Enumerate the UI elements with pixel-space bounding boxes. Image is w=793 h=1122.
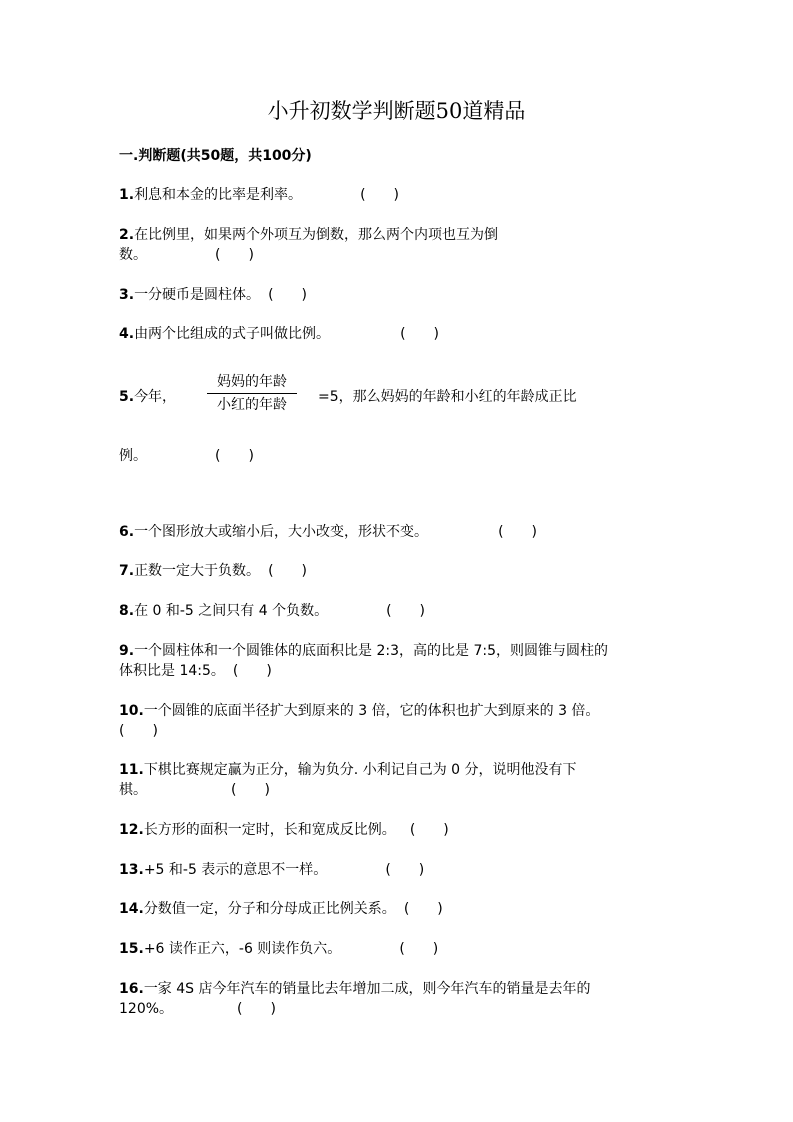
question-13	[119, 860, 424, 880]
question-2-cont	[119, 245, 254, 265]
answer-blank: ( )	[215, 448, 254, 464]
fraction-numerator: 妈妈的年龄	[217, 374, 287, 390]
question-15	[119, 939, 438, 959]
question-number: 14.	[119, 901, 144, 917]
answer-blank: ( )	[119, 723, 158, 739]
question-text: 在比例里，如果两个外项互为倒数，那么两个内项也互为倒	[134, 227, 499, 243]
page-title: 小升初数学判断题50道精品	[267, 99, 526, 123]
question-text: =5，那么妈妈的年龄和小红的年龄成正比	[318, 389, 577, 405]
question-text: 例。	[119, 448, 147, 464]
question-10	[119, 701, 599, 721]
question-5-cont	[119, 446, 254, 466]
question-text: 长方形的面积一定时，长和宽成反比例。	[143, 822, 396, 838]
question-number: 7.	[119, 563, 135, 579]
question-text: 下棋比赛规定赢为正分，输为负分. 小利记自己为 0 分，说明他没有下	[143, 762, 577, 778]
question-number: 4.	[119, 326, 135, 342]
answer-blank: ( )	[498, 524, 537, 540]
fraction-denominator: 小红的年龄	[217, 397, 287, 413]
question-text: 分数值一定，分子和分母成正比例关系。	[143, 901, 396, 917]
question-number: 15.	[119, 941, 144, 957]
question-1	[119, 185, 399, 205]
question-number: 13.	[119, 862, 144, 878]
answer-blank: ( )	[409, 822, 449, 838]
answer-blank: ( )	[215, 247, 254, 263]
answer-blank: ( )	[237, 1001, 276, 1017]
question-number: 2.	[119, 227, 135, 243]
question-text: 一个圆柱体和一个圆锥体的底面积比是 2:3，高的比是 7:5，则圆锥与圆柱的	[134, 643, 609, 659]
fraction-bar	[207, 393, 297, 394]
question-text: 120%。	[119, 1001, 174, 1017]
answer-blank: ( )	[232, 663, 272, 679]
answer-blank: ( )	[403, 901, 443, 917]
question-text: 数。	[119, 247, 147, 263]
question-number: 8.	[119, 603, 135, 619]
question-number: 3.	[119, 287, 135, 303]
answer-blank: ( )	[268, 563, 307, 579]
question-9	[119, 641, 608, 661]
question-3	[119, 285, 307, 305]
answer-blank: ( )	[360, 187, 399, 203]
question-16-cont	[119, 999, 276, 1019]
question-text: 一个图形放大或缩小后，大小改变，形状不变。	[134, 524, 429, 540]
question-number: 12.	[119, 822, 144, 838]
question-7	[119, 561, 307, 581]
question-number: 11.	[119, 762, 144, 778]
question-6	[119, 522, 537, 542]
question-text: 今年，	[134, 389, 177, 405]
question-text: 正数一定大于负数。	[134, 563, 261, 579]
question-text: 体积比是 14:5。	[119, 663, 225, 679]
question-number: 5.	[119, 389, 135, 405]
question-12	[119, 820, 449, 840]
section-heading: 一.判断题(共50题，共100分)	[119, 148, 312, 164]
question-10-cont	[119, 721, 158, 741]
answer-blank: ( )	[268, 287, 307, 303]
question-16	[119, 979, 591, 999]
question-number: 10.	[119, 703, 144, 719]
answer-blank: ( )	[385, 862, 425, 878]
question-text: 一分硬币是圆柱体。	[134, 287, 261, 303]
question-4	[119, 324, 439, 344]
question-number: 6.	[119, 524, 135, 540]
question-14	[119, 899, 443, 919]
question-text: +6 读作正六，-6 则读作负六。	[143, 941, 342, 957]
question-text: 棋。	[119, 782, 147, 798]
question-text: 利息和本金的比率是利率。	[134, 187, 303, 203]
answer-blank: ( )	[399, 941, 439, 957]
question-number: 1.	[119, 187, 135, 203]
question-2	[119, 225, 498, 245]
question-text: +5 和-5 表示的意思不一样。	[143, 862, 328, 878]
answer-blank: ( )	[386, 603, 426, 619]
question-text: 在 0 和-5 之间只有 4 个负数。	[134, 603, 329, 619]
question-text: 一家 4S 店今年汽车的销量比去年增加二成，则今年汽车的销量是去年的	[143, 981, 591, 997]
question-5	[119, 387, 176, 407]
question-8	[119, 601, 425, 621]
question-11	[119, 760, 577, 780]
question-text: 一个圆锥的底面半径扩大到原来的 3 倍，它的体积也扩大到原来的 3 倍。	[143, 703, 600, 719]
question-9-cont	[119, 661, 272, 681]
answer-blank: ( )	[400, 326, 439, 342]
fraction	[207, 372, 297, 415]
question-5-suffix	[318, 387, 577, 407]
question-number: 16.	[119, 981, 144, 997]
question-number: 9.	[119, 643, 135, 659]
question-text: 由两个比组成的式子叫做比例。	[134, 326, 331, 342]
question-11-cont	[119, 780, 270, 800]
answer-blank: ( )	[231, 782, 270, 798]
